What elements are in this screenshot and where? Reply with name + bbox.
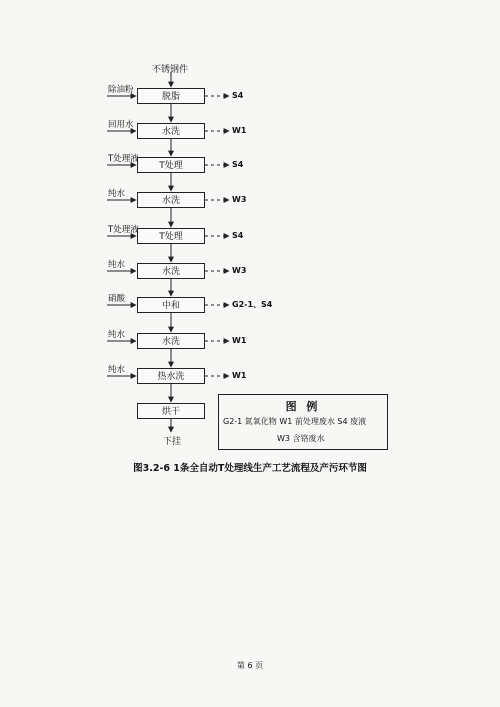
pollutant-output-label: S4 xyxy=(232,91,244,100)
end-label: 下挂 xyxy=(163,437,182,447)
input-material-label: 纯水 xyxy=(108,189,126,199)
pollutant-output-label: S4 xyxy=(232,231,244,240)
process-step-box: 水洗 xyxy=(137,192,205,208)
legend-line-2: W3 含铬废水 xyxy=(277,434,325,443)
pollutant-output-label: G2-1、S4 xyxy=(232,300,273,309)
legend-title: 图 例 xyxy=(285,400,321,413)
process-step-box: 热水洗 xyxy=(137,368,205,384)
input-material-label: 硝酸 xyxy=(108,294,126,304)
process-step-box: T处理 xyxy=(137,157,205,173)
input-material-label: T处理液 xyxy=(108,225,139,235)
legend-line-1: G2-1 氮氧化物 W1 前处理废水 S4 废液 xyxy=(223,417,367,426)
pollutant-output-label: W1 xyxy=(232,126,247,135)
process-step-box: 烘干 xyxy=(137,403,205,419)
input-material-label: 除油粉 xyxy=(108,85,134,95)
legend-box xyxy=(218,394,388,450)
process-step-box: 脱脂 xyxy=(137,88,205,104)
input-material-label: 纯水 xyxy=(108,365,126,375)
input-material-label: 纯水 xyxy=(108,330,126,340)
input-material-label: 纯水 xyxy=(108,260,126,270)
pollutant-output-label: S4 xyxy=(232,160,244,169)
pollutant-output-label: W3 xyxy=(232,195,247,204)
pollutant-output-label: W1 xyxy=(232,336,247,345)
start-label: 不锈钢件 xyxy=(152,65,189,75)
pollutant-output-label: W1 xyxy=(232,371,247,380)
process-step-box: T处理 xyxy=(137,228,205,244)
input-material-label: 回用水 xyxy=(108,120,134,130)
pollutant-output-label: W3 xyxy=(232,266,247,275)
process-step-box: 水洗 xyxy=(137,263,205,279)
process-step-box: 中和 xyxy=(137,297,205,313)
process-step-box: 水洗 xyxy=(137,333,205,349)
process-step-box: 水洗 xyxy=(137,123,205,139)
page-number: 第 6 页 xyxy=(236,661,264,670)
figure-caption: 图3.2-6 1条全自动T处理线生产工艺流程及产污环节图 xyxy=(133,463,367,474)
input-material-label: T处理液 xyxy=(108,154,139,164)
